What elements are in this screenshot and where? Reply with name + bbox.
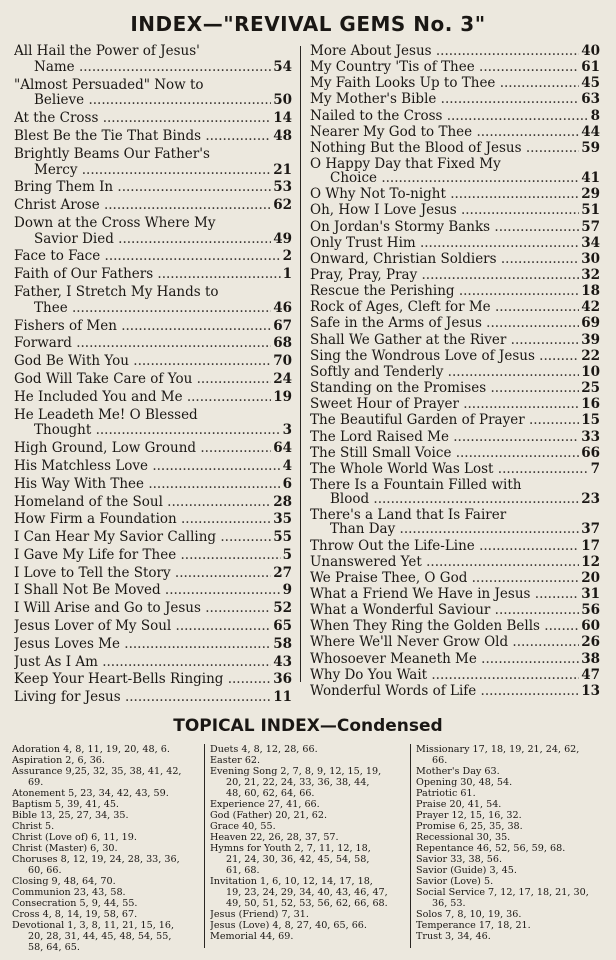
hymn-title: I Shall Not Be Moved ..... [14,583,292,599]
hymn-title: The Lord Raised Me ..... [310,430,600,444]
topic-line: Baptism 5, 39, 41, 45. [12,799,119,810]
page-title: INDEX—"REVIVAL GEMS No. 3" [130,12,486,36]
hymn-number: 60 [581,618,600,635]
index-entry [310,603,600,617]
topic-line: Easter 62. [210,755,261,766]
index-entry [310,60,600,74]
index-entry [14,459,292,475]
index-entry [14,672,292,688]
hymn-number: 68 [273,335,292,352]
topic-line: Savior 33, 38, 56. [416,854,503,865]
index-entry [310,125,600,139]
hymn-number: 46 [273,299,292,316]
hymn-title: Oh, How I Love Jesus ..... [310,203,600,217]
index-entry [310,141,600,155]
hymn-number: 58 [273,635,292,652]
index-entry [14,216,292,248]
index-entry [310,300,600,314]
hymn-title: Christ Arose ..... [14,198,292,214]
hymn-number: 13 [581,682,600,699]
hymn-title: Just As I Am ..... [14,655,292,671]
hymn-title: Father, I Stretch My Hands to [14,285,219,301]
index-entry [14,319,292,335]
topic-line: Recessional 30, 35. [416,832,511,843]
index-entry [310,446,600,460]
topic-line: Consecration 5, 9, 44, 55. [12,898,138,909]
hymn-number: 67 [273,317,292,334]
hymn-title: He Included You and Me ..... [14,390,292,406]
index-entry [310,316,600,330]
hymn-number: 4 [282,457,292,474]
hymn-title: Rock of Ages, Cleft for Me ..... [310,300,600,314]
hymn-number: 10 [581,363,600,380]
topic-line: Mother's Day 63. [416,766,500,777]
index-entry [310,187,600,201]
topic-line: 20, 21, 22, 24, 33, 36, 38, 44, [226,777,370,788]
topic-line: Opening 30, 48, 54. [416,777,513,788]
topic-line: 66. [432,755,448,766]
hymn-title: Only Trust Him ..... [310,236,600,250]
hymn-number: 66 [581,444,600,461]
hymn-number: 36 [273,671,292,688]
topic-line: Savior (Love) 5. [416,876,494,887]
hymn-number: 32 [581,267,600,284]
topic-line: Devotional 1, 3, 8, 11, 21, 15, 16, [12,920,175,931]
hymn-number: 5 [282,546,292,563]
hymn-number: 48 [273,127,292,144]
hymn-number: 23 [581,491,600,508]
hymn-number: 53 [273,179,292,196]
topic-line: Promise 6, 25, 35, 38. [416,821,523,832]
index-entry [310,508,600,536]
hymn-title: Forward ..... [14,336,292,352]
index-entry [310,430,600,444]
hymn-title: Than Day ..... [310,522,600,536]
hymn-number: 56 [581,602,600,619]
hymn-title: Throw Out the Life-Line ..... [310,539,600,553]
hymn-title: Believe ..... [14,93,292,109]
hymn-number: 38 [581,650,600,667]
index-entry [14,441,292,457]
hymn-title: Where We'll Never Grow Old ..... [310,635,600,649]
index-entry [310,381,600,395]
hymn-title: Blest Be the Tie That Binds ..... [14,129,292,145]
hymn-title: Homeland of the Soul ..... [14,495,292,511]
index-entry [14,147,292,179]
hymn-number: 21 [273,161,292,178]
topic-line: Experience 27, 41, 66. [210,799,320,810]
topic-line: 60, 66. [28,865,62,876]
index-entry [310,236,600,250]
hymn-number: 70 [273,353,292,370]
topic-line: Duets 4, 8, 12, 28, 66. [210,744,318,755]
hymn-number: 3 [282,422,292,439]
hymn-title: My Country 'Tis of Thee ..... [310,60,600,74]
hymn-number: 16 [581,396,600,413]
topical-divider [410,744,411,948]
topic-line: 61, 68. [226,865,260,876]
topic-line: Christ 5. [12,821,55,832]
hymn-title: I Can Hear My Savior Calling ..... [14,530,292,546]
hymn-number: 20 [581,569,600,586]
hymn-title: Blood ..... [310,492,600,506]
index-entry [310,539,600,553]
hymn-number: 37 [581,521,600,538]
index-entry [310,668,600,682]
hymn-number: 8 [590,107,600,124]
topic-line: Solos 7, 8, 10, 19, 36. [416,909,522,920]
hymn-title: Choice ..... [310,171,600,185]
topic-line: Communion 23, 43, 58. [12,887,126,898]
index-entry [310,220,600,234]
topical-divider [204,744,205,948]
index-entry [14,285,292,317]
hymn-number: 29 [581,186,600,203]
hymn-title: Keep Your Heart-Bells Ringing ..... [14,672,292,688]
hymn-number: 61 [581,59,600,76]
hymn-title: He Leadeth Me! O Blessed [14,407,198,423]
topic-line: God (Father) 20, 21, 62. [210,810,328,821]
hymn-number: 35 [273,511,292,528]
index-entry [14,495,292,511]
hymn-number: 40 [581,43,600,59]
topic-line: 21, 24, 30, 36, 42, 45, 54, 58, [226,854,370,865]
hymn-title: More About Jesus ..... [310,44,600,58]
hymn-title: His Matchless Love ..... [14,459,292,475]
hymn-number: 31 [581,585,600,602]
hymn-number: 30 [581,250,600,267]
hymn-title: We Praise Thee, O God ..... [310,571,600,585]
hymn-title: How Firm a Foundation ..... [14,512,292,528]
index-entry [310,203,600,217]
hymn-number: 42 [581,299,600,316]
hymn-title: Jesus Loves Me ..... [14,637,292,653]
hymn-number: 57 [581,218,600,235]
hymn-number: 65 [273,618,292,635]
hymn-number: 55 [273,529,292,546]
topic-line: 19, 23, 24, 29, 34, 40, 43, 46, 47, [226,887,388,898]
topic-line: Prayer 12, 15, 16, 32. [416,810,522,821]
topic-line: Closing 9, 48, 64, 70. [12,876,116,887]
index-entry [310,76,600,90]
hymn-number: 49 [273,230,292,247]
hymn-title: Nothing But the Blood of Jesus ..... [310,141,600,155]
index-entry [14,655,292,671]
hymn-number: 63 [581,91,600,108]
index-entry [310,92,600,106]
hymn-title: His Way With Thee ..... [14,477,292,493]
index-entry [14,249,292,265]
index-entry [310,365,600,379]
hymn-title: All Hail the Power of Jesus' [14,44,200,59]
index-entry [310,44,600,58]
hymn-title: O Happy Day that Fixed My [310,157,501,172]
topic-line: Social Service 7, 12, 17, 18, 21, 30, [416,887,589,898]
hymn-number: 7 [590,460,600,477]
topic-line: 36, 53. [432,898,466,909]
hymn-title: When They Ring the Golden Bells ..... [310,619,600,633]
topic-line: Savior (Guide) 3, 45. [416,865,517,876]
hymn-number: 12 [581,553,600,570]
index-entry [14,336,292,352]
topic-line: Patriotic 61. [416,788,476,799]
index-entry [14,408,292,440]
index-entry [310,284,600,298]
index-entry [14,690,292,706]
index-entry [310,555,600,569]
topic-line: Choruses 8, 12, 19, 24, 28, 33, 36, [12,854,180,865]
index-entry [14,530,292,546]
hymn-title: There's a Land that Is Fairer [310,508,507,523]
topic-line: Jesus (Love) 4, 8, 27, 40, 65, 66. [210,920,367,931]
topic-line: Grace 40, 55. [210,821,276,832]
hymn-title: High Ground, Low Ground ..... [14,441,292,457]
index-entry [14,111,292,127]
index-entry [310,349,600,363]
index-entry [310,462,600,476]
hymn-title: "Almost Persuaded" Now to [14,77,204,93]
hymn-number: 44 [581,123,600,140]
index-entry [310,571,600,585]
topic-line: Repentance 46, 52, 56, 59, 68. [416,843,566,854]
hymn-number: 15 [581,412,600,429]
topic-line: Evening Song 2, 7, 8, 9, 12, 15, 19, [210,766,382,777]
topic-line: 49, 50, 51, 52, 53, 56, 62, 66, 68. [226,898,388,909]
topic-line: Christ (Love of) 6, 11, 19. [12,832,137,843]
index-entry [14,583,292,599]
hymn-title: Faith of Our Fathers ..... [14,267,292,283]
index-entry [14,129,292,145]
topic-line: Jesus (Friend) 7, 31. [210,909,309,920]
hymn-title: Living for Jesus ..... [14,690,292,706]
topic-line: Assurance 9,25, 32, 35, 38, 41, 42, [12,766,182,777]
hymn-title: Mercy ..... [14,163,292,179]
index-entry [14,180,292,196]
hymn-number: 62 [273,197,292,214]
hymn-title: Bring Them In ..... [14,180,292,196]
hymn-title: Standing on the Promises ..... [310,381,600,395]
hymn-title: Nailed to the Cross ..... [310,109,600,123]
index-entry [14,619,292,635]
hymn-number: 24 [273,371,292,387]
index-entry [14,354,292,370]
hymn-title: Name ..... [14,60,292,76]
topic-line: Temperance 17, 18, 21. [416,920,531,931]
hymn-title: Sweet Hour of Prayer ..... [310,397,600,411]
hymn-title: Whosoever Meaneth Me ..... [310,652,600,666]
index-entry [310,684,600,698]
hymn-title: I Will Arise and Go to Jesus ..... [14,601,292,617]
hymn-title: What a Friend We Have in Jesus ..... [310,587,600,601]
index-entry [310,252,600,266]
topic-line: 58, 64, 65. [28,942,80,953]
hymn-number: 25 [581,380,600,397]
hymn-title: I Love to Tell the Story ..... [14,566,292,582]
hymn-number: 43 [273,653,292,670]
hymn-number: 59 [581,139,600,156]
topic-line: Missionary 17, 18, 19, 21, 24, 62, [416,744,580,755]
hymn-number: 2 [282,248,292,265]
hymn-number: 9 [282,582,292,599]
hymn-title: Brightly Beams Our Father's [14,146,210,162]
hymn-title: Jesus Lover of My Soul ..... [14,619,292,635]
hymn-title: There Is a Fountain Filled with [310,477,522,493]
topic-line: Memorial 44, 69. [210,931,294,942]
hymn-number: 26 [581,634,600,651]
topical-column-2 [210,744,402,942]
hymn-title: Rescue the Perishing ..... [310,284,600,298]
topic-line: Invitation 1, 6, 10, 12, 14, 17, 18, [210,876,373,887]
hymn-number: 33 [581,428,600,445]
index-entry [310,478,600,506]
topic-line: Praise 20, 41, 54. [416,799,502,810]
hymn-title: Shall We Gather at the River ..... [310,333,600,347]
hymn-title: The Whole World Was Lost ..... [310,462,600,476]
topic-line: Cross 4, 8, 14, 19, 58, 67. [12,909,138,920]
index-entry [310,109,600,123]
hymn-number: 18 [581,283,600,300]
hymn-number: 50 [273,92,292,109]
hymn-number: 17 [581,537,600,554]
hymn-title: God Will Take Care of You ..... [14,372,292,388]
index-entry [14,372,292,388]
topic-line: Heaven 22, 26, 28, 37, 57. [210,832,339,843]
hymn-title: Down at the Cross Where My [14,215,216,231]
topic-line: Christ (Master) 6, 30. [12,843,118,854]
hymn-title: Unanswered Yet ..... [310,555,600,569]
hymn-title: What a Wonderful Saviour ..... [310,603,600,617]
hymn-title: Wonderful Words of Life ..... [310,684,600,698]
hymn-title: Onward, Christian Soldiers ..... [310,252,600,266]
hymn-number: 14 [273,110,292,127]
hymn-title: The Beautiful Garden of Prayer ..... [310,413,600,427]
hymn-number: 45 [581,75,600,92]
topic-line: 69. [28,777,44,788]
hymn-title: On Jordan's Stormy Banks ..... [310,220,600,234]
hymn-title: Softly and Tenderly ..... [310,365,600,379]
hymn-title: Face to Face ..... [14,249,292,265]
topic-line: 20, 28, 31, 44, 45, 48, 54, 55, [28,931,172,942]
topic-line: Aspiration 2, 6, 36. [12,755,105,766]
hymn-number: 34 [581,234,600,251]
topic-line: Bible 13, 25, 27, 34, 35. [12,810,129,821]
index-entry [14,198,292,214]
hymn-title: The Still Small Voice ..... [310,446,600,460]
index-entry [310,587,600,601]
index-entry [14,477,292,493]
topical-column-1 [12,744,202,953]
hymn-title: God Be With You ..... [14,354,292,370]
hymn-number: 69 [581,315,600,332]
topic-line: Adoration 4, 8, 11, 19, 20, 48, 6. [12,744,170,755]
hymn-title: Safe in the Arms of Jesus ..... [310,316,600,330]
hymn-title: Sing the Wondrous Love of Jesus ..... [310,349,600,363]
topical-column-3 [416,744,606,942]
hymn-title: Why Do You Wait ..... [310,668,600,682]
index-entry [14,601,292,617]
topic-line: Hymns for Youth 2, 7, 11, 12, 18, [210,843,371,854]
index-entry [14,512,292,528]
index-entry [310,333,600,347]
hymn-number: 27 [273,564,292,581]
index-entry [310,157,600,185]
hymn-number: 28 [273,493,292,510]
index-entry [14,548,292,564]
topic-line: Trust 3, 34, 46. [416,931,491,942]
index-entry [14,44,292,76]
index-entry [14,390,292,406]
column-divider [300,46,301,682]
topical-index-title: TOPICAL INDEX—Condensed [173,716,443,736]
index-entry [310,397,600,411]
hymn-title: Pray, Pray, Pray ..... [310,268,600,282]
hymn-number: 51 [581,202,600,219]
topic-line: Atonement 5, 23, 34, 42, 43, 59. [12,788,169,799]
hymn-number: 1 [282,266,292,283]
index-entry [310,635,600,649]
hymn-title: Thought ..... [14,423,292,439]
hymn-title: Thee ..... [14,301,292,317]
hymn-number: 41 [581,170,600,187]
index-entry [14,267,292,283]
hymn-number: 64 [273,440,292,457]
hymn-number: 52 [273,600,292,617]
hymn-title: Fishers of Men ..... [14,319,292,335]
hymn-title: Savior Died ..... [14,232,292,248]
hymn-number: 19 [273,388,292,405]
index-entry [310,619,600,633]
index-entry [310,268,600,282]
hymn-title: O Why Not To-night ..... [310,187,600,201]
topic-line: 48, 60, 62, 64, 66. [226,788,315,799]
hymn-number: 6 [282,475,292,492]
index-entry [14,566,292,582]
hymn-number: 39 [581,331,600,348]
index-entry [14,637,292,653]
hymn-number: 22 [581,347,600,364]
index-entry [14,78,292,110]
hymn-number: 54 [273,58,292,75]
hymn-title: My Faith Looks Up to Thee ..... [310,76,600,90]
hymn-title: At the Cross ..... [14,111,292,127]
hymn-title: I Gave My Life for Thee ..... [14,548,292,564]
hymn-number: 47 [581,666,600,683]
hymn-title: My Mother's Bible ..... [310,92,600,106]
index-entry [310,413,600,427]
hymn-number: 11 [273,689,292,706]
index-entry [310,652,600,666]
hymn-title: Nearer My God to Thee ..... [310,125,600,139]
